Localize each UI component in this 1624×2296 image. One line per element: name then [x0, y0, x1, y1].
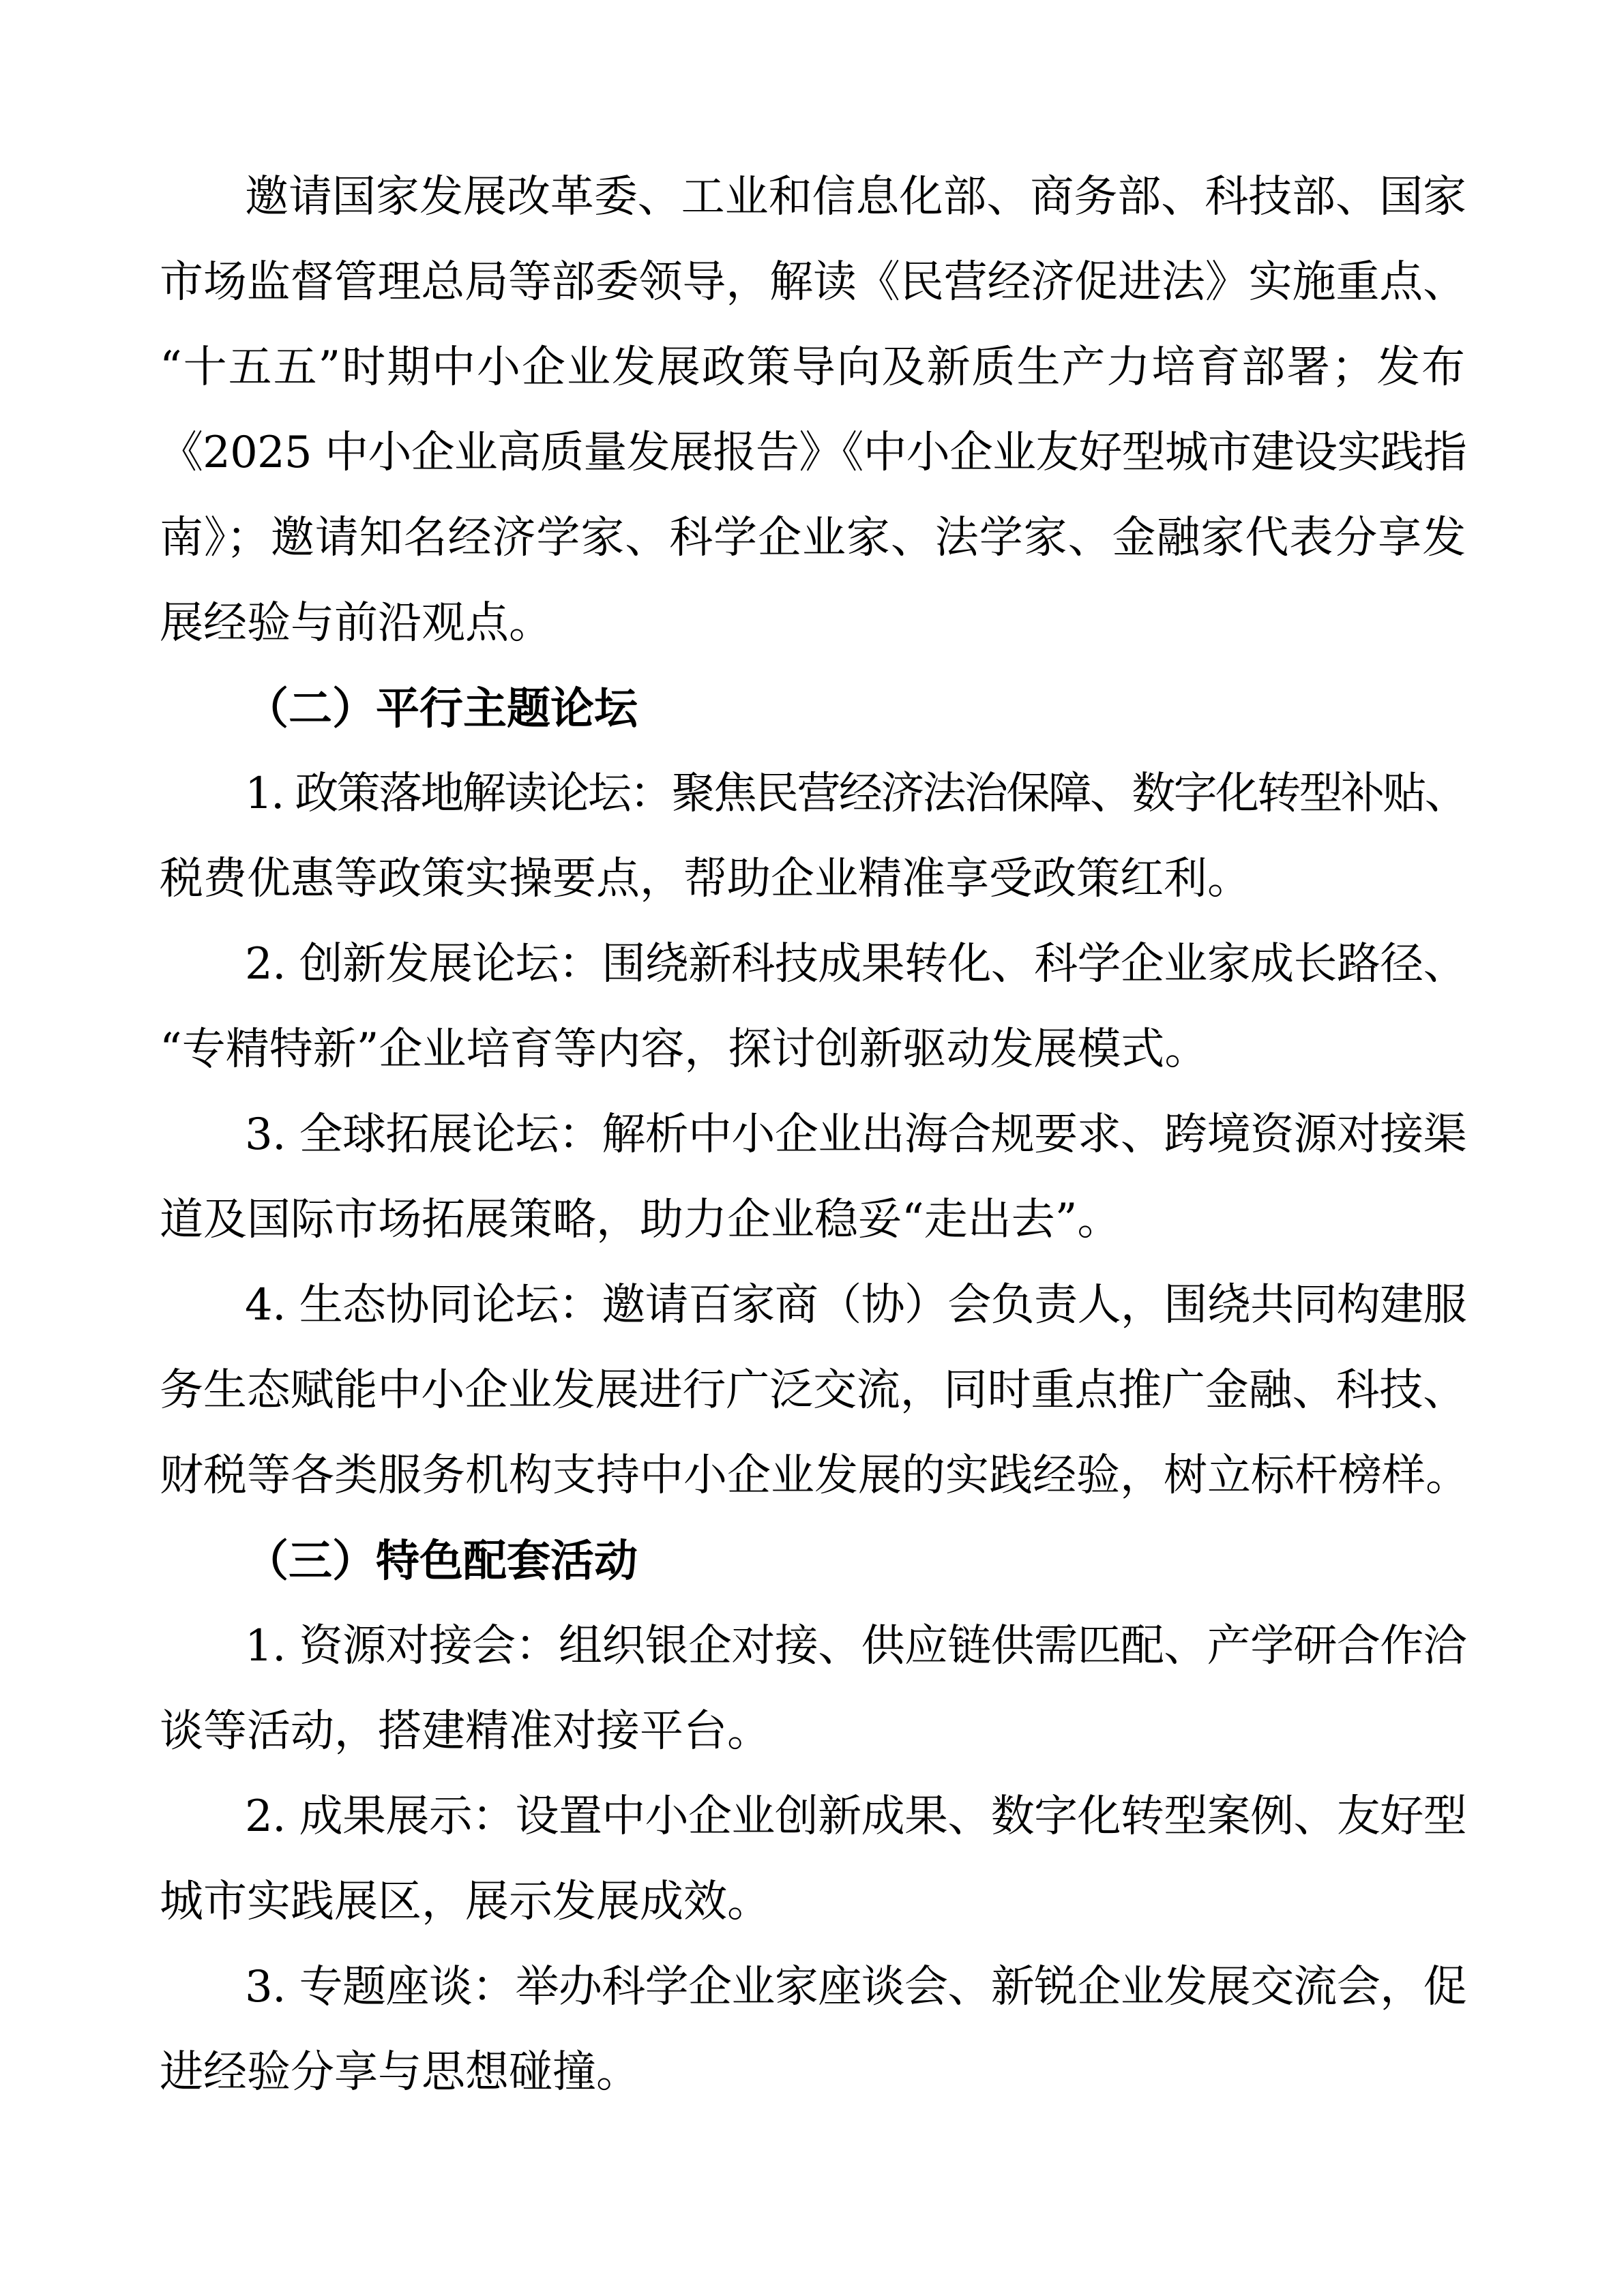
- text-line: 城市实践展区，展示发展成效。: [160, 1877, 771, 1927]
- text-line: 3. 专题座谈：举办科学企业家座谈会、新锐企业发展交流会，促: [245, 1962, 1466, 2012]
- text-line: 展经验与前沿观点。: [160, 598, 552, 648]
- text-line: 财税等各类服务机构支持中小企业发展的实践经验，树立标杆榜样。: [160, 1450, 1469, 1501]
- section-heading-parallel-forums: [160, 666, 1466, 751]
- text-line: 2. 成果展示：设置中小企业创新成果、数字化转型案例、友好型: [245, 1791, 1466, 1842]
- text-line: 道及国际市场拓展策略，助力企业稳妥“走出去”。: [160, 1195, 1121, 1245]
- text-line: “专精特新”企业培育等内容，探讨创新驱动发展模式。: [160, 1024, 1209, 1075]
- paragraph-activity-3: [160, 1945, 1466, 2115]
- text-line: 邀请国家发展改革委、工业和信息化部、商务部、科技部、国家: [245, 172, 1466, 222]
- text-line: 3. 全球拓展论坛：解析中小企业出海合规要求、跨境资源对接渠: [245, 1109, 1466, 1160]
- paragraph-activity-1: [160, 1604, 1466, 1774]
- document-text-block: [160, 155, 1469, 2115]
- text-line: 1. 政策落地解读论坛：聚焦民营经济法治保障、数字化转型补贴、: [245, 769, 1466, 819]
- text-line: 南》；邀请知名经济学家、科学企业家、法学家、金融家代表分享发: [160, 513, 1466, 563]
- heading-line: （二）平行主题论坛: [245, 683, 638, 734]
- heading-line: （三）特色配套活动: [245, 1536, 638, 1587]
- paragraph-forum-1: [160, 751, 1466, 922]
- text-line: 谈等活动，搭建精准对接平台。: [160, 1706, 771, 1757]
- paragraph-forum-2: [160, 922, 1466, 1092]
- section-heading-special-activities: [160, 1519, 1466, 1604]
- paragraph-activity-2: [160, 1774, 1466, 1945]
- text-line: 税费优惠等政策实操要点，帮助企业精准享受政策红利。: [160, 854, 1251, 904]
- text-line: 进经验分享与思想碰撞。: [160, 2047, 640, 2098]
- text-line: 4. 生态协同论坛：邀请百家商（协）会负责人，围绕共同构建服: [245, 1280, 1466, 1330]
- paragraph-forum-3: [160, 1092, 1466, 1263]
- text-line: 1. 资源对接会：组织银企对接、供应链供需匹配、产学研合作洽: [245, 1621, 1466, 1671]
- text-line: 市场监督管理总局等部委领导，解读《民营经济促进法》实施重点、: [160, 257, 1466, 308]
- text-line: 2. 创新发展论坛：围绕新科技成果转化、科学企业家成长路径、: [245, 939, 1466, 989]
- paragraph-forum-4: [160, 1263, 1469, 1519]
- text-line: “十五五”时期中小企业发展政策导向及新质生产力培育部署；发布: [160, 342, 1466, 393]
- text-line: 《2025 中小企业高质量发展报告》《中小企业友好型城市建设实践指: [160, 428, 1466, 478]
- text-line: 务生态赋能中小企业发展进行广泛交流，同时重点推广金融、科技、: [160, 1365, 1466, 1416]
- paragraph-intro: [160, 155, 1466, 666]
